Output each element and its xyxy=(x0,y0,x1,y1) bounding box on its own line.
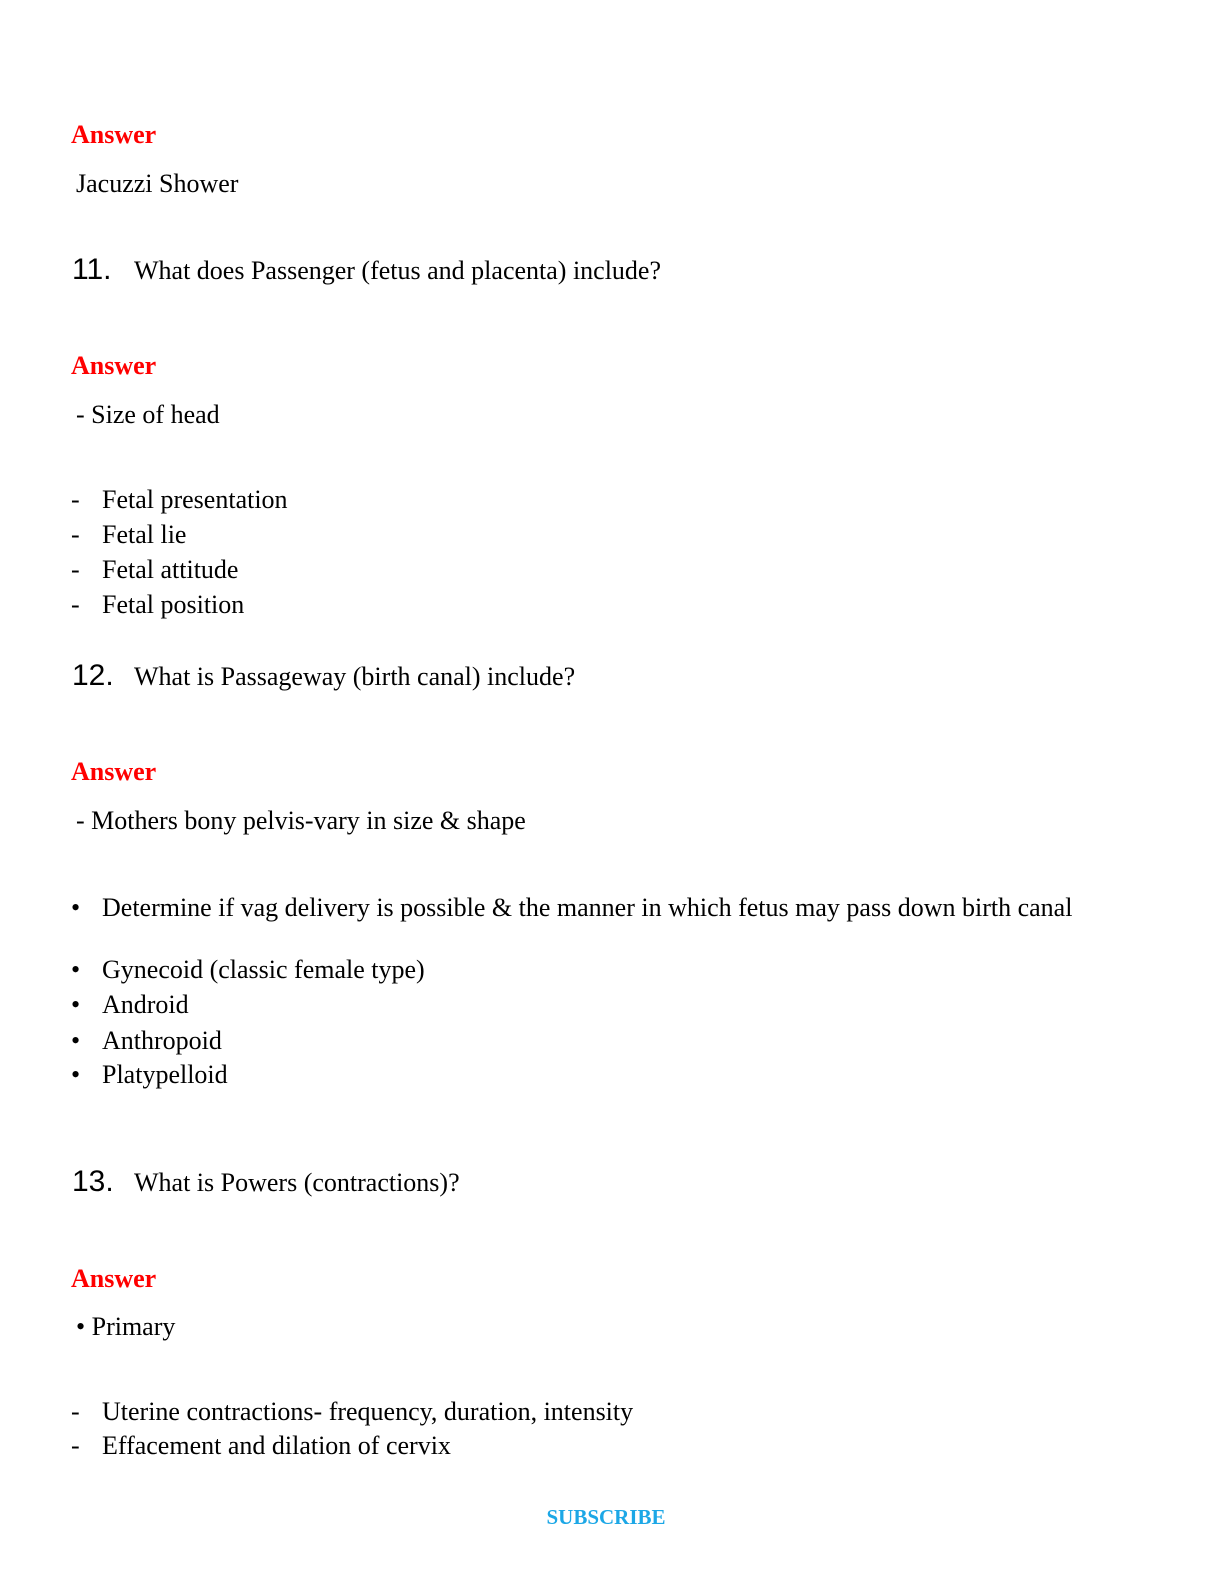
list-item-text: Effacement and dilation of cervix xyxy=(102,1431,451,1460)
dash-marker: - xyxy=(71,590,80,619)
answer-intro: - Mothers bony pelvis-vary in size & shape xyxy=(76,806,526,835)
list-item-text: Fetal presentation xyxy=(102,485,288,514)
question-text: What does Passenger (fetus and placenta) include? xyxy=(134,256,662,285)
dash-marker: - xyxy=(71,1431,80,1460)
question-text: What is Powers (contractions)? xyxy=(134,1168,460,1197)
question-number: 12. xyxy=(72,659,114,692)
list-item xyxy=(71,955,425,985)
list-item xyxy=(71,990,189,1020)
bullet-marker: • xyxy=(71,1026,81,1055)
list-item-text: Uterine contractions- frequency, duration, intensity xyxy=(102,1397,634,1426)
list-item-text: Gynecoid (classic female type) xyxy=(102,955,425,984)
bullet-marker: • xyxy=(71,955,81,984)
list-item xyxy=(71,1026,222,1056)
answer-label: Answer xyxy=(71,351,157,380)
list-item-text: Fetal lie xyxy=(102,520,187,549)
list-item-text: Determine if vag delivery is possible & the manner in which fetus may pass down birth canal xyxy=(102,893,1073,922)
list-item-text: Fetal position xyxy=(102,590,245,619)
question-13 xyxy=(72,1165,460,1199)
question-text: What is Passageway (birth canal) include? xyxy=(134,662,576,691)
list-item xyxy=(71,1060,228,1090)
question-11 xyxy=(72,253,661,287)
list-item xyxy=(71,1397,633,1427)
bullet-marker: • xyxy=(71,893,81,922)
list-item xyxy=(71,590,244,620)
bullet-marker: • xyxy=(71,990,81,1019)
question-number: 13. xyxy=(72,1165,114,1198)
list-item xyxy=(71,555,238,585)
dash-marker: - xyxy=(71,555,80,584)
list-item xyxy=(71,892,1081,923)
list-item-text: Android xyxy=(102,990,189,1019)
question-12 xyxy=(72,659,575,693)
dash-marker: - xyxy=(71,520,80,549)
list-item-text: Platypelloid xyxy=(102,1060,228,1089)
dash-marker: - xyxy=(71,1397,80,1426)
answer-label: Answer xyxy=(71,120,157,149)
answer-label: Answer xyxy=(71,757,157,786)
list-item-text: Fetal attitude xyxy=(102,555,239,584)
subscribe-link[interactable]: SUBSCRIBE xyxy=(546,1505,666,1529)
answer-intro: - Size of head xyxy=(76,400,220,429)
answer-text: Jacuzzi Shower xyxy=(76,169,239,198)
dash-marker: - xyxy=(71,485,80,514)
list-item xyxy=(71,1431,451,1461)
list-item xyxy=(71,485,288,515)
list-item-text: Anthropoid xyxy=(102,1026,222,1055)
question-number: 11. xyxy=(72,253,112,286)
answer-label: Answer xyxy=(71,1264,157,1293)
answer-intro: • Primary xyxy=(76,1312,176,1341)
list-item xyxy=(71,520,186,550)
bullet-marker: • xyxy=(71,1060,81,1089)
